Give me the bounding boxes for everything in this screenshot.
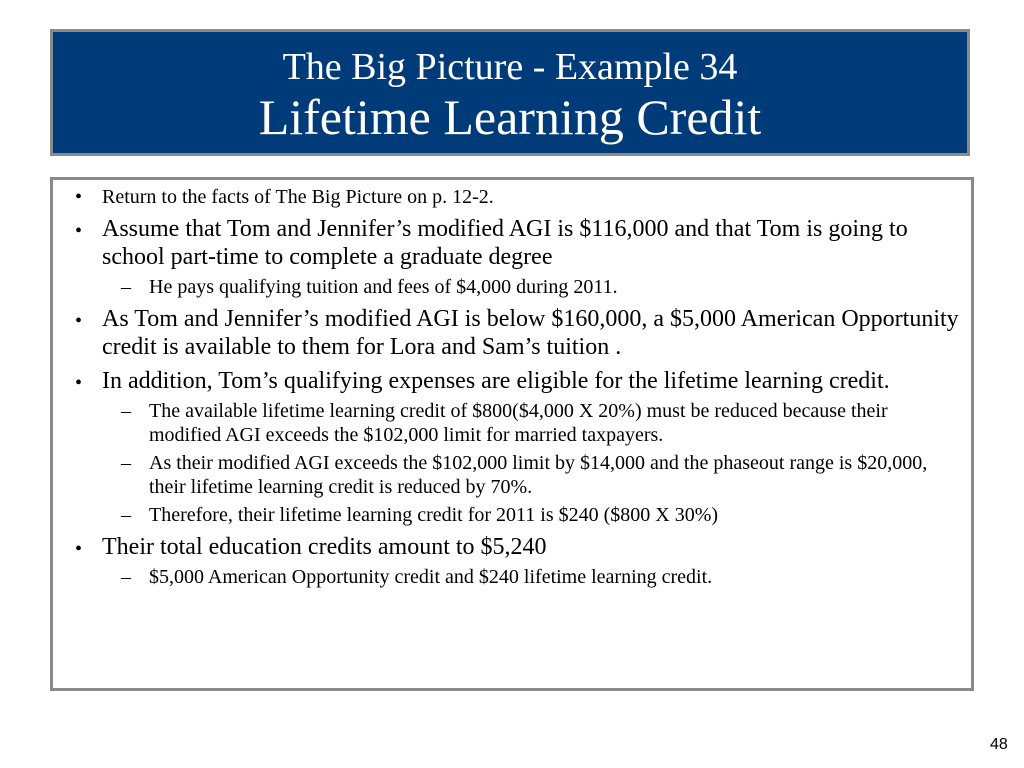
sub-bullet-item: [121, 275, 961, 299]
bullet-item: [75, 533, 961, 561]
dash-marker: –: [121, 452, 131, 474]
sub-bullet-item: [121, 399, 961, 447]
page-number: 48: [990, 736, 1008, 753]
sub-bullet-item: [121, 503, 961, 527]
bullet-marker: •: [75, 372, 83, 394]
bullet-text: Therefore, their lifetime learning credit for 2011 is $240 ($800 X 30%): [149, 504, 719, 526]
bullet-text: As Tom and Jennifer’s modified AGI is below $160,000, a $5,000 American Opportunity credit is available to them for Lora and Sam’s tuition .: [102, 306, 959, 360]
bullet-text: Their total education credits amount to $5,240: [102, 534, 547, 560]
bullet-item: [75, 367, 961, 395]
dash-marker: –: [121, 400, 131, 422]
bullet-text: As their modified AGI exceeds the $102,000 limit by $14,000 and the phaseout range is $20,000, their lifetime learning credit is reduced by 70%.: [149, 452, 928, 498]
bullet-item: [75, 185, 961, 209]
bullet-text: Return to the facts of The Big Picture on p. 12-2.: [102, 186, 494, 208]
bullet-item: [75, 305, 961, 361]
bullet-text: $5,000 American Opportunity credit and $240 lifetime learning credit.: [149, 566, 713, 588]
bullet-marker: •: [75, 538, 83, 560]
dash-marker: –: [121, 566, 131, 588]
dash-marker: –: [121, 276, 131, 298]
content-box: [50, 177, 974, 691]
bullet-list: [75, 185, 961, 589]
bullet-marker: •: [75, 310, 83, 332]
bullet-text: In addition, Tom’s qualifying expenses are eligible for the lifetime learning credit.: [102, 368, 890, 394]
bullet-item: [75, 215, 961, 271]
title-banner: [50, 29, 970, 156]
slide-subtitle: Lifetime Learning Credit: [258, 89, 762, 145]
dash-marker: –: [121, 504, 131, 526]
bullet-text: He pays qualifying tuition and fees of $4,000 during 2011.: [149, 276, 618, 298]
bullet-marker: •: [75, 186, 83, 208]
sub-bullet-item: [121, 565, 961, 589]
bullet-text: Assume that Tom and Jennifer’s modified AGI is $116,000 and that Tom is going to school part-time to complete a graduate degree: [102, 216, 908, 270]
sub-bullet-item: [121, 451, 961, 499]
bullet-text: The available lifetime learning credit of $800($4,000 X 20%) must be reduced because their modified AGI exceeds the $102,000 limit for married taxpayers.: [149, 400, 888, 446]
slide-title: The Big Picture - Example 34: [282, 46, 738, 88]
bullet-marker: •: [75, 220, 83, 242]
